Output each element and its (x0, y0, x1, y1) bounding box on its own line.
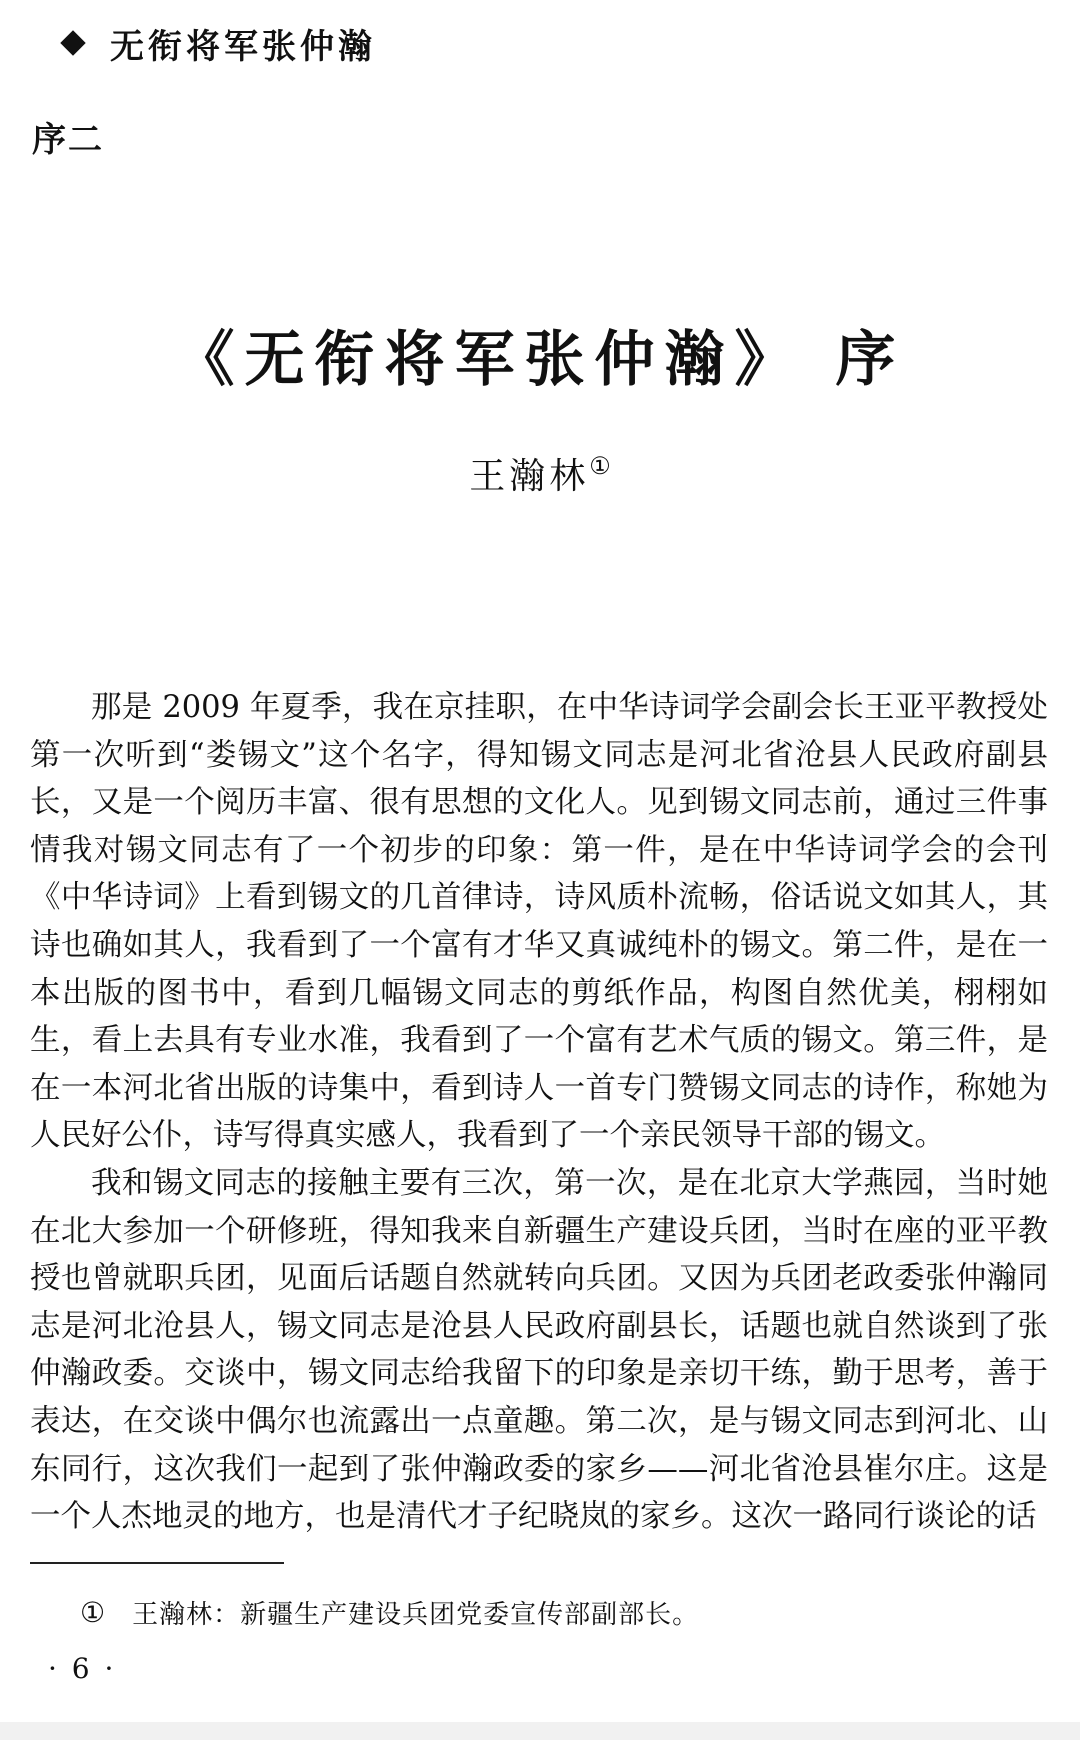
bottom-edge-band (0, 1722, 1080, 1740)
article-body (30, 684, 1048, 1541)
footnote-text: 王瀚林：新疆生产建设兵团党委宣传部副部长。 (132, 1600, 700, 1630)
section-label: 序二 (32, 120, 104, 160)
footnote-mark: ① (80, 1596, 107, 1629)
footnote (80, 1594, 699, 1631)
author-name: 王瀚林 (469, 456, 590, 497)
article-author (0, 448, 1080, 499)
body-paragraph: 我和锡文同志的接触主要有三次，第一次，是在北京大学燕园，当时她在北大参加一个研修班，得知我来自新疆生产建设兵团，当时在座的亚平教授也曾就职兵团，见面后话题自然就转向兵团。又因为兵团老政委张仲瀚同志是河北沧县人，锡文同志是沧县人民政府副县长，话题也就自然谈到了张仲瀚政委。交谈中，锡文同志给我留下的印象是亲切干练，勤于思考，善于表达，在交谈中偶尔也流露出一点童趣。第二次，是与锡文同志到河北、山东同行，这次我们一起到了张仲瀚政委的家乡——河北省沧县崔尔庄。这是一个人杰地灵的地方，也是清代才子纪晓岚的家乡。这次一路同行谈论的话 (30, 1165, 1048, 1535)
body-paragraph: 那是 2009 年夏季，我在京挂职，在中华诗词学会副会长王亚平教授处第一次听到“娄锡文”这个名字，得知锡文同志是河北省沧县人民政府副县长，又是一个阅历丰富、很有思想的文化人。见到锡文同志前，通过三件事情我对锡文同志有了一个初步的印象：第一件，是在中华诗词学会的会刊《中华诗词》上看到锡文的几首律诗，诗风质朴流畅，俗话说文如其人，其诗也确如其人，我看到了一个富有才华又真诚纯朴的锡文。第二件，是在一本出版的图书中，看到几幅锡文同志的剪纸作品，构图自然优美，栩栩如生，看上去具有专业水准，我看到了一个富有艺术气质的锡文。第三件，是在一本河北省出版的诗集中，看到诗人一首专门赞锡文同志的诗作，称她为人民好公仆，诗写得真实感人，我看到了一个亲民领导干部的锡文。 (30, 690, 1048, 1154)
page-number: · 6 · (48, 1652, 117, 1685)
running-header-title: 无衔将军张仲瀚 (110, 26, 376, 67)
article-title: 《无衔将军张仲瀚》 序 (174, 325, 906, 395)
diamond-bullet-icon (60, 30, 85, 55)
running-header (58, 18, 376, 68)
footnote-divider (30, 1562, 284, 1564)
footnote-reference[interactable]: ① (589, 452, 611, 480)
